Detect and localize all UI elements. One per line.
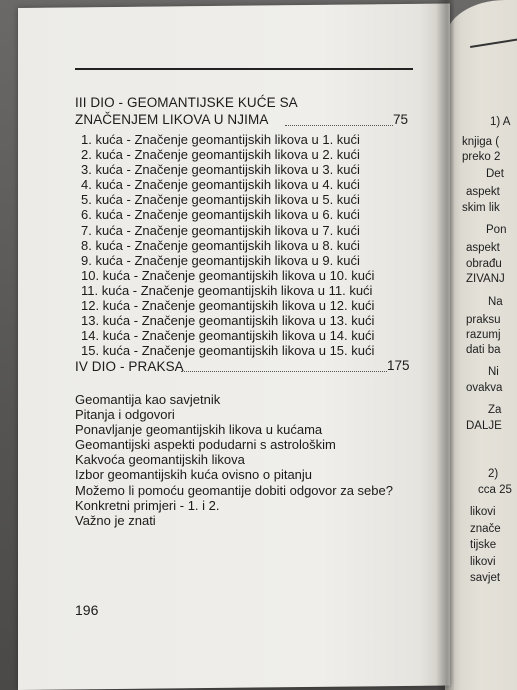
right-fragment: skim lik (462, 202, 500, 214)
right-fragment: Pon (486, 224, 507, 236)
list-item: 9. kuća - Značenje geomantijskih likova u 9. kući (81, 252, 360, 268)
list-item: 12. kuća - Značenje geomantijskih likova u 12. kući (81, 298, 375, 314)
right-fragment: DALJE (466, 420, 502, 432)
section3-title-line2 (75, 111, 268, 129)
list-item: Izbor geomantijskih kuća ovisno o pitanju (75, 467, 313, 483)
section3-list (81, 132, 374, 358)
section3-title-text: ZNAČENJEM LIKOVA U NJIMA (75, 112, 269, 127)
right-fragment: znače (470, 523, 501, 535)
right-fragment: ZIVANJ (466, 273, 505, 285)
right-fragment: tijske (470, 539, 497, 551)
section4-page: 175 (387, 358, 410, 373)
right-fragment: 2) (488, 468, 499, 480)
right-fragment: ovakva (466, 382, 503, 394)
section3-title-line1: III DIO - GEOMANTIJSKE KUĆE SA (75, 95, 298, 110)
right-fragment: savjet (470, 572, 501, 584)
right-fragment: likovi (470, 506, 496, 518)
right-fragment: aspekt (466, 186, 500, 198)
right-fragment: razumj (466, 329, 501, 341)
list-item: 2. kuća - Značenje geomantijskih likova u 2. kući (81, 147, 360, 163)
list-item: 11. kuća - Značenje geomantijskih likova u 11. kući (81, 282, 373, 298)
right-fragment: likovi (470, 556, 496, 568)
page-number: 196 (75, 602, 99, 618)
dot-leader (181, 371, 387, 372)
list-item: Geomantijski aspekti podudarni s astrološkim (75, 437, 336, 453)
list-item: Konkretni primjeri - 1. i 2. (75, 497, 220, 513)
list-item: 5. kuća - Značenje geomantijskih likova u 5. kući (81, 192, 360, 208)
list-item: 8. kuća - Značenje geomantijskih likova u 8. kući (81, 237, 360, 253)
dot-leader (285, 125, 393, 126)
section3-page: 75 (393, 112, 409, 127)
right-fragment: dati ba (466, 344, 501, 356)
section4-title: IV DIO - PRAKSA (75, 359, 184, 374)
right-fragment: preko 2 (462, 151, 501, 163)
list-item: 15. kuća - Značenje geomantijskih likova u 15. kući (81, 343, 375, 359)
top-rule (75, 68, 413, 70)
list-item: 13. kuća - Značenje geomantijskih likova u 13. kući (81, 313, 375, 329)
list-item: Važno je znati (75, 512, 156, 528)
right-fragment: Ni (488, 366, 499, 378)
list-item: 14. kuća - Značenje geomantijskih likova u 14. kući (81, 328, 375, 344)
right-fragment: 1) A (490, 116, 511, 128)
list-item: Možemo li pomoću geomantije dobiti odgovor za sebe? (75, 482, 393, 498)
right-fragment: aspekt (466, 242, 500, 254)
list-item: 7. kuća - Značenje geomantijskih likova u 7. kući (81, 222, 360, 238)
list-item: 6. kuća - Značenje geomantijskih likova u 6. kući (81, 207, 360, 223)
list-item: Geomantija kao savjetnik (75, 392, 221, 407)
list-item: Ponavljanje geomantijskih likova u kućama (75, 422, 323, 438)
right-fragment: Na (488, 296, 503, 308)
list-item: 10. kuća - Značenje geomantijskih likova u 10. kući (81, 267, 375, 283)
right-fragment: cca 25 (478, 484, 512, 496)
list-item: 4. kuća - Značenje geomantijskih likova u 4. kući (81, 177, 360, 193)
list-item: Kakvoća geomantijskih likova (75, 452, 245, 468)
right-fragment: knjiga ( (462, 136, 500, 148)
book-gutter (436, 0, 454, 690)
section4-list (75, 392, 393, 528)
right-fragment: Za (488, 404, 502, 416)
right-fragment: Det (486, 168, 504, 180)
right-fragment: obrađu (466, 258, 502, 270)
right-fragment: praksu (466, 314, 501, 326)
list-item: 3. kuća - Značenje geomantijskih likova u 3. kući (81, 162, 360, 178)
list-item: 1. kuća - Značenje geomantijskih likova u 1. kući (81, 132, 360, 147)
list-item: Pitanja i odgovori (75, 407, 175, 423)
